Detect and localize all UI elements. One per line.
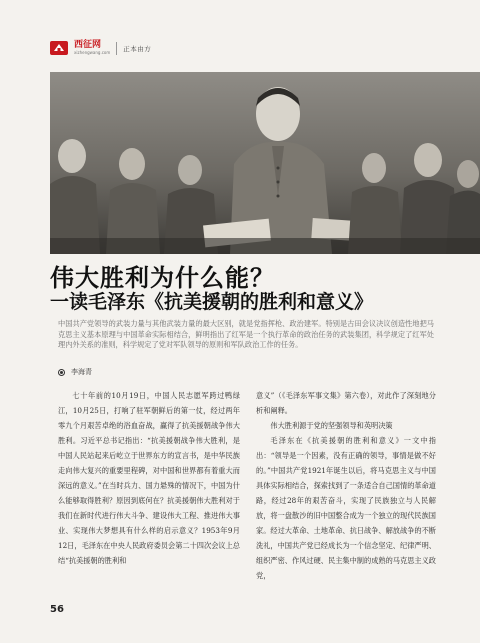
logo-text: 西征网 (74, 40, 102, 50)
logo (74, 41, 110, 55)
body-column-right (256, 388, 436, 583)
historical-photo (50, 72, 480, 254)
author-bullet-icon (58, 369, 65, 376)
article-title-line2: 一读毛泽东《抗美援朝的胜利和意义》 (50, 291, 374, 313)
section-heading: 伟大胜利源于党的坚强领导和英明决策 (270, 421, 393, 430)
column-name: 正本由方 (123, 44, 152, 53)
article-abstract: 中国共产党领导的武装力量与其他武装力量的最大区别，就是党指挥枪、政治建军。特别是古田会议决议创造性地把马克思主义基本原理与中国革命实际相结合，鲜明指出了红军是一个执行革命的政治任务的武装集团，科学规定了红军处理内外关系的准则，科学规定了党对军队领导的原则和军队政治工作的任务。 (58, 319, 434, 349)
logo-icon (50, 41, 68, 55)
logo-subtext: xizhengwang.com (74, 50, 111, 55)
article-title-line1: 伟大胜利为什么能？ (50, 264, 275, 292)
page-number: 56 (50, 604, 64, 615)
body-paragraph: 毛泽东在《抗美援朝的胜利和意义》一文中指出：“领导是一个因素，没有正确的领导，事情是做不好的。”中国共产党1921年诞生以后，将马克思主义与中国具体实际相结合，探索找到了一条适合自己国情的革命道路，经过28年的艰苦奋斗，实现了民族独立与人民解放，将一盘散沙的旧中国整合成为一个独立的现代民族国家。经过大革命、土地革命、抗日战争、解放战争的不断洗礼，中国共产党已经成长为一个信念坚定、纪律严明、组织严密、作风过硬、民主集中制的成熟的马克思主义政党， (256, 436, 436, 580)
body-column-left (58, 388, 240, 568)
author-name: 李海青 (71, 368, 92, 376)
body-paragraph: 意义”（《毛泽东军事文集》第六卷），对此作了深刻地分析和阐释。 (256, 391, 436, 415)
page-header (50, 38, 151, 58)
author-byline (58, 367, 92, 377)
body-paragraph: 七十年前的10月19日，中国人民志愿军跨过鸭绿江，10月25日，打响了驻军朝鲜后的第一仗，经过两年零九个月艰苦卓绝的浴血奋战，赢得了抗美援朝战争伟大胜利。习近平总书记指出：“抗美援朝战争伟大胜利，是中国人民站起来后屹立于世界东方的宣言书，是中华民族走向伟大复兴的重要里程碑，对中国和世界都有着重大而深远的意义。”在当时兵力、国力悬殊的情况下，中国为什么能够取得胜利？原因到底何在？抗美援朝伟大胜利对于我们在新时代进行伟大斗争、建设伟大工程、推进伟大事业、实现伟大梦想具有什么样的启示意义？1953年9月12日，毛泽东在中央人民政府委员会第二十四次会议上总结“抗美援朝的胜利和 (58, 391, 240, 565)
header-divider (116, 42, 117, 55)
